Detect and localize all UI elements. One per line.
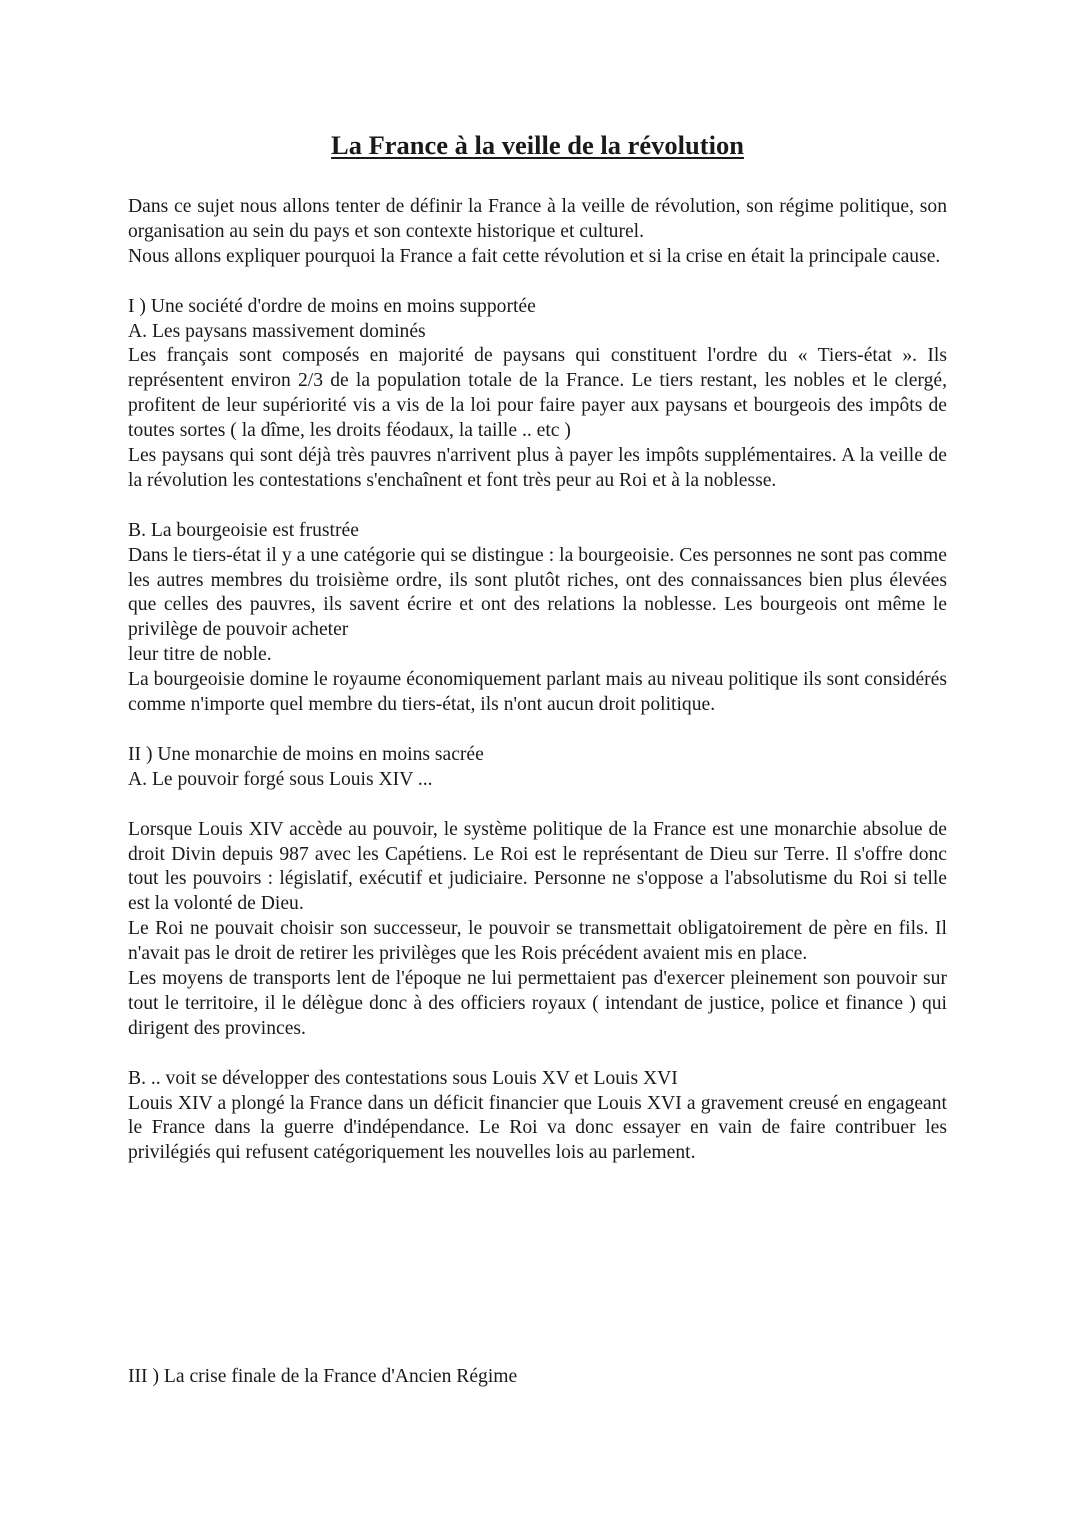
part1-section-b-heading: B. La bourgeoisie est frustrée	[128, 519, 359, 541]
part2-section-a-paragraph-3: Les moyens de transports lent de l'époque ne lui permettaient pas d'exercer pleinement son pouvoir sur tout le territoire, il le délègue donc à des officiers royaux ( intendant de justice, police et finance ) qui dirigent des provinces.	[128, 968, 947, 1039]
part2-section-a-heading: A. Le pouvoir forgé sous Louis XIV ...	[128, 768, 433, 790]
part1-section-a-paragraph-1: Les français sont composés en majorité de paysans qui constituent l'ordre du « Tiers-état ». Ils représentent environ 2/3 de la population totale de la France. Le tiers restant, les nobles et le clergé, profitent de leur supériorité vis a vis de la loi pour faire payer aux paysans et bourgeois des impôts de toutes sortes ( la dîme, les droits féodaux, la taille .. etc )	[128, 345, 947, 442]
part1-section-b-paragraph-3: La bourgeoisie domine le royaume économiquement parlant mais au niveau politique ils sont considérés comme n'importe quel membre du tiers-état, ils n'ont aucun droit politique.	[128, 669, 947, 716]
part2-section-a-paragraph-1: Lorsque Louis XIV accède au pouvoir, le système politique de la France est une monarchie absolue de droit Divin depuis 987 avec les Capétiens. Le Roi est le représentant de Dieu sur Terre. Il s'offre donc tout les pouvoirs : législatif, exécutif et judiciaire. Personne ne s'oppose a l'absolutisme du Roi si telle est la volonté de Dieu.	[128, 818, 947, 915]
part2-heading: II ) Une monarchie de moins en moins sacrée	[128, 743, 484, 765]
paragraph-gap	[128, 718, 947, 743]
intro-paragraph-1: Dans ce sujet nous allons tenter de définir la France à la veille de révolution, son régime politique, son organisation au sein du pays et son contexte historique et culturel.	[128, 196, 947, 242]
part1-section-a-heading: A. Les paysans massivement dominés	[128, 320, 426, 342]
part2-section-a-paragraph-2: Le Roi ne pouvait choisir son successeur, le pouvoir se transmettait obligatoirement de père en fils. Il n'avait pas le droit de retirer les privilèges que les Rois précédent avaient mis en place.	[128, 918, 947, 965]
part2-section-b-heading: B. .. voit se développer des contestations sous Louis XV et Louis XVI	[128, 1067, 678, 1089]
intro-paragraph-2: Nous allons expliquer pourquoi la France a fait cette révolution et si la crise en était la principale cause.	[128, 245, 941, 267]
paragraph-gap	[128, 1042, 947, 1067]
paragraph-gap	[128, 270, 947, 295]
part1-heading: I ) Une société d'ordre de moins en moins supportée	[128, 295, 536, 317]
part1-section-a-paragraph-2: Les paysans qui sont déjà très pauvres n'arrivent plus à payer les impôts supplémentaires. A la veille de la révolution les contestations s'enchaînent et font très peur au Roi et à la noblesse.	[128, 445, 947, 491]
paragraph-gap	[128, 793, 947, 818]
document-body	[128, 195, 947, 1166]
part3-heading: III ) La crise finale de la France d'Ancien Régime	[128, 1366, 518, 1387]
document-title: La France à la veille de la révolution	[331, 130, 744, 160]
part2-section-b-paragraph-1: Louis XIV a plongé la France dans un déficit financier que Louis XVI a gravement creusé en engageant le France dans la guerre d'indépendance. Le Roi va donc essayer en vain de faire contribuer les privilégiés qui refusent catégoriquement les nouvelles lois au parlement.	[128, 1092, 947, 1164]
paragraph-gap	[128, 494, 947, 519]
part1-section-b-paragraph-2: leur titre de noble.	[128, 644, 272, 666]
part1-section-b-paragraph-1: Dans le tiers-état il y a une catégorie qui se distingue : la bourgeoisie. Ces personnes ne sont pas comme les autres membres du troisième ordre, ils sont plutôt riches, ont des connaissances bien plus élevées que celles des pauvres, ils savent écrire et ont des relations la noblesse. Les bourgeois ont même le privilège de pouvoir acheter	[128, 544, 947, 641]
